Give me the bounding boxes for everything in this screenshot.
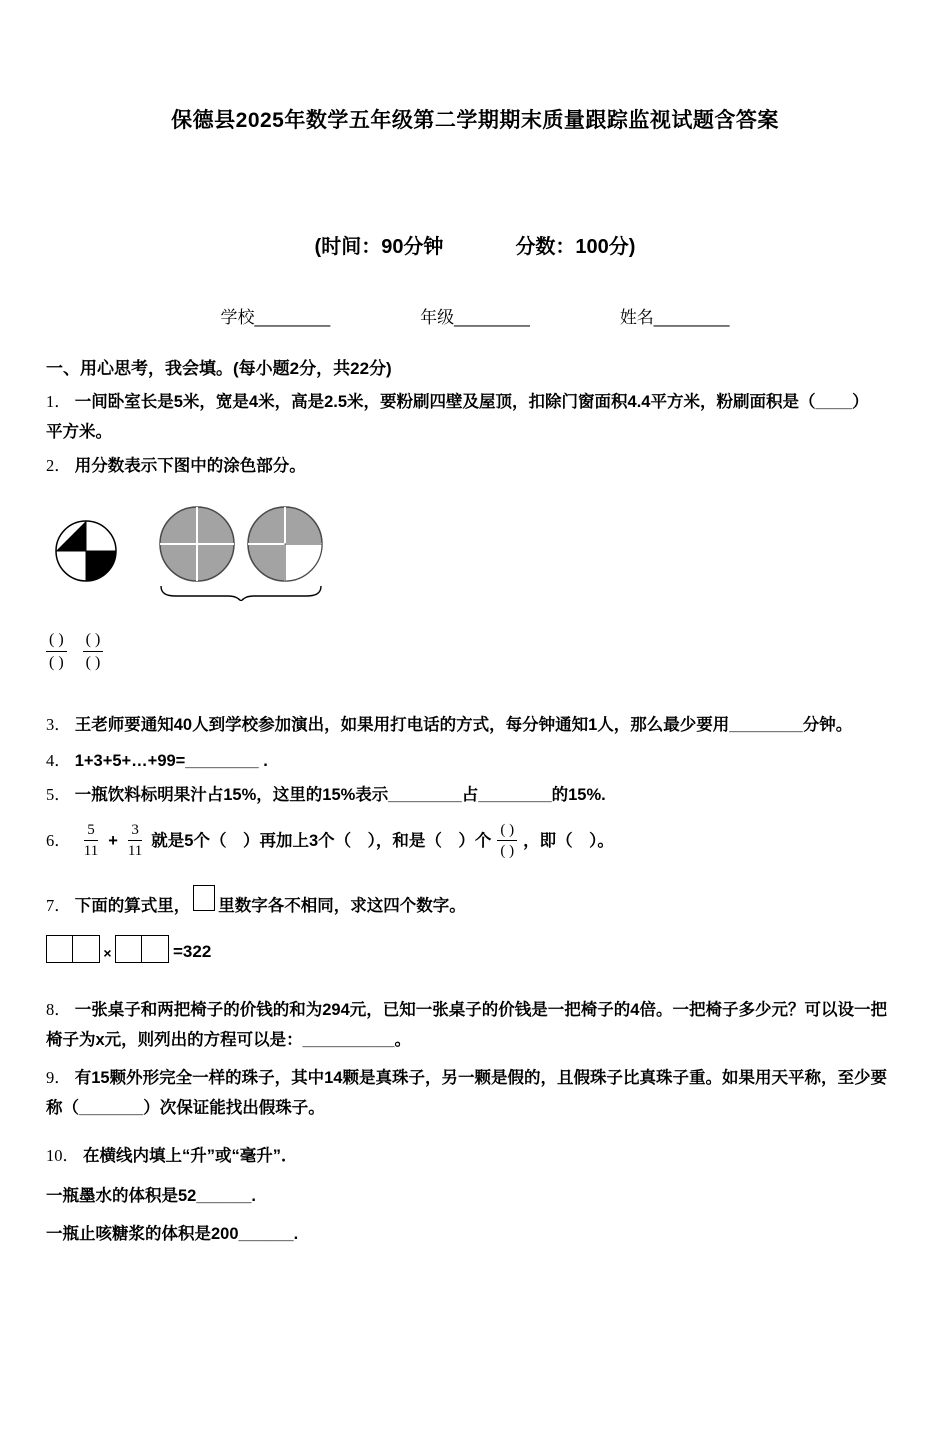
question-8-text-cont: 椅子为x元，则列出的方程可以是：__________。 bbox=[46, 1031, 411, 1049]
digit-box-4 bbox=[141, 935, 169, 963]
question-2-number: 2． bbox=[46, 456, 71, 475]
q6-fraction-1-denominator: 11 bbox=[83, 843, 99, 859]
q6-fraction-2 bbox=[125, 820, 145, 861]
q2-answer-fractions bbox=[46, 629, 904, 674]
section1-heading: 一、用心思考，我会填。(每小题2分，共22分) bbox=[46, 359, 392, 378]
q6-fraction-2-numerator: 3 bbox=[128, 820, 142, 841]
question-1-text: 一间卧室长是5米，宽是4米，高是2.5米，要粉刷四壁及屋顶，扣除门窗面积4.4平方米，粉刷面积是（____） bbox=[74, 393, 869, 411]
question-9 bbox=[46, 1063, 904, 1123]
circle-figure-3 bbox=[246, 505, 324, 583]
question-4 bbox=[46, 746, 904, 776]
underbrace-path bbox=[161, 586, 321, 601]
digit-box-2 bbox=[72, 935, 100, 963]
digit-box-1 bbox=[46, 935, 74, 963]
q6-fraction-2-denominator: 11 bbox=[127, 843, 143, 859]
equation-result: =322 bbox=[173, 942, 212, 961]
field-grade: 年级________ bbox=[420, 308, 530, 327]
question-6-text-2: ，即（ ）。 bbox=[523, 831, 614, 850]
circle-1-shaded-quarter bbox=[86, 551, 116, 581]
question-2 bbox=[46, 451, 904, 481]
question-3-text: 王老师要通知40人到学校参加演出，如果用打电话的方式，每分钟通知1人，那么最少要用________分钟。 bbox=[74, 716, 853, 734]
q7-equation bbox=[46, 935, 904, 963]
question-9-text-cont: 称（_______）次保证能找出假珠子。 bbox=[46, 1099, 325, 1117]
question-7-text-1: 下面的算式里， bbox=[74, 897, 191, 915]
q6-fraction-1 bbox=[81, 820, 101, 861]
q2-circle-pair bbox=[158, 505, 324, 583]
exam-paper bbox=[0, 104, 950, 1448]
q2-figures bbox=[46, 505, 904, 601]
question-3 bbox=[46, 710, 904, 740]
fraction-2-denominator-blank: ( ) bbox=[85, 654, 101, 671]
time-label: (时间：90分钟 bbox=[314, 236, 444, 258]
circle-figure-2 bbox=[158, 505, 236, 583]
question-8 bbox=[46, 995, 904, 1055]
question-4-number: 4． bbox=[46, 751, 71, 770]
fraction-1-numerator-blank: ( ) bbox=[46, 629, 67, 652]
question-10 bbox=[46, 1141, 904, 1171]
underbrace-icon bbox=[158, 585, 324, 601]
digit-box-3 bbox=[115, 935, 143, 963]
blank-digit-box bbox=[193, 885, 215, 911]
score-label: 分数：100分) bbox=[515, 236, 636, 258]
question-10-text: 在横线内填上“升”或“毫升”． bbox=[83, 1147, 298, 1165]
question-7-text-2: 里数字各不相同，求这四个数字。 bbox=[218, 897, 466, 915]
question-6 bbox=[46, 820, 904, 861]
question-2-text: 用分数表示下图中的涂色部分。 bbox=[74, 457, 306, 475]
q6-fraction-blank bbox=[497, 820, 517, 861]
question-10-sub-1: 一瓶墨水的体积是52______. bbox=[46, 1187, 256, 1205]
question-5-number: 5． bbox=[46, 785, 71, 804]
circle-figure-1 bbox=[54, 519, 118, 583]
q6-fraction-1-numerator: 5 bbox=[84, 820, 98, 841]
question-1-number: 1． bbox=[46, 392, 71, 411]
question-5-text: 一瓶饮料标明果汁占15%，这里的15%表示________占________的15%. bbox=[74, 786, 606, 804]
question-4-text: 1+3+5+…+99=________ . bbox=[74, 752, 268, 770]
exam-meta bbox=[46, 230, 904, 259]
plus-sign: + bbox=[108, 831, 118, 850]
question-6-number: 6． bbox=[46, 830, 71, 850]
question-1 bbox=[46, 387, 904, 447]
question-10-number: 10． bbox=[46, 1146, 79, 1165]
q6-fraction-blank-numerator: ( ) bbox=[497, 820, 517, 841]
question-10-sub-2: 一瓶止咳糖浆的体积是200______. bbox=[46, 1225, 299, 1243]
fraction-blank-2 bbox=[83, 629, 104, 674]
fraction-1-denominator-blank: ( ) bbox=[49, 654, 64, 671]
q6-fraction-blank-denominator: ( ) bbox=[500, 843, 515, 859]
page-title: 保德县2025年数学五年级第二学期期末质量跟踪监视试题含答案 bbox=[171, 109, 779, 132]
field-name: 姓名________ bbox=[619, 308, 730, 327]
question-8-number: 8． bbox=[46, 1000, 71, 1019]
question-9-text: 有15颗外形完全一样的珠子，其中14颗是真珠子，另一颗是假的，且假珠子比真珠子重。如果用天平称，至少要 bbox=[74, 1069, 887, 1087]
circle-3-unshaded-quarter bbox=[285, 544, 322, 581]
question-1-text-cont: 平方米。 bbox=[46, 423, 112, 441]
question-7 bbox=[46, 885, 904, 921]
q2-circle-pair-group bbox=[158, 505, 324, 601]
question-6-text-1: 就是5个（ ）再加上3个（ ），和是（ ）个 bbox=[151, 831, 492, 850]
question-9-number: 9． bbox=[46, 1068, 71, 1087]
question-8-text: 一张桌子和两把椅子的价钱的和为294元，已知一张桌子的价钱是一把椅子的4倍。一把椅子多少元？可以设一把 bbox=[74, 1001, 887, 1019]
field-school: 学校________ bbox=[220, 308, 331, 327]
multiply-sign: × bbox=[103, 945, 112, 961]
student-fields bbox=[46, 303, 904, 328]
question-7-number: 7． bbox=[46, 896, 71, 915]
question-3-number: 3． bbox=[46, 715, 71, 734]
fraction-2-numerator-blank: ( ) bbox=[83, 629, 104, 652]
question-5 bbox=[46, 780, 904, 810]
fraction-blank-1 bbox=[46, 629, 67, 674]
